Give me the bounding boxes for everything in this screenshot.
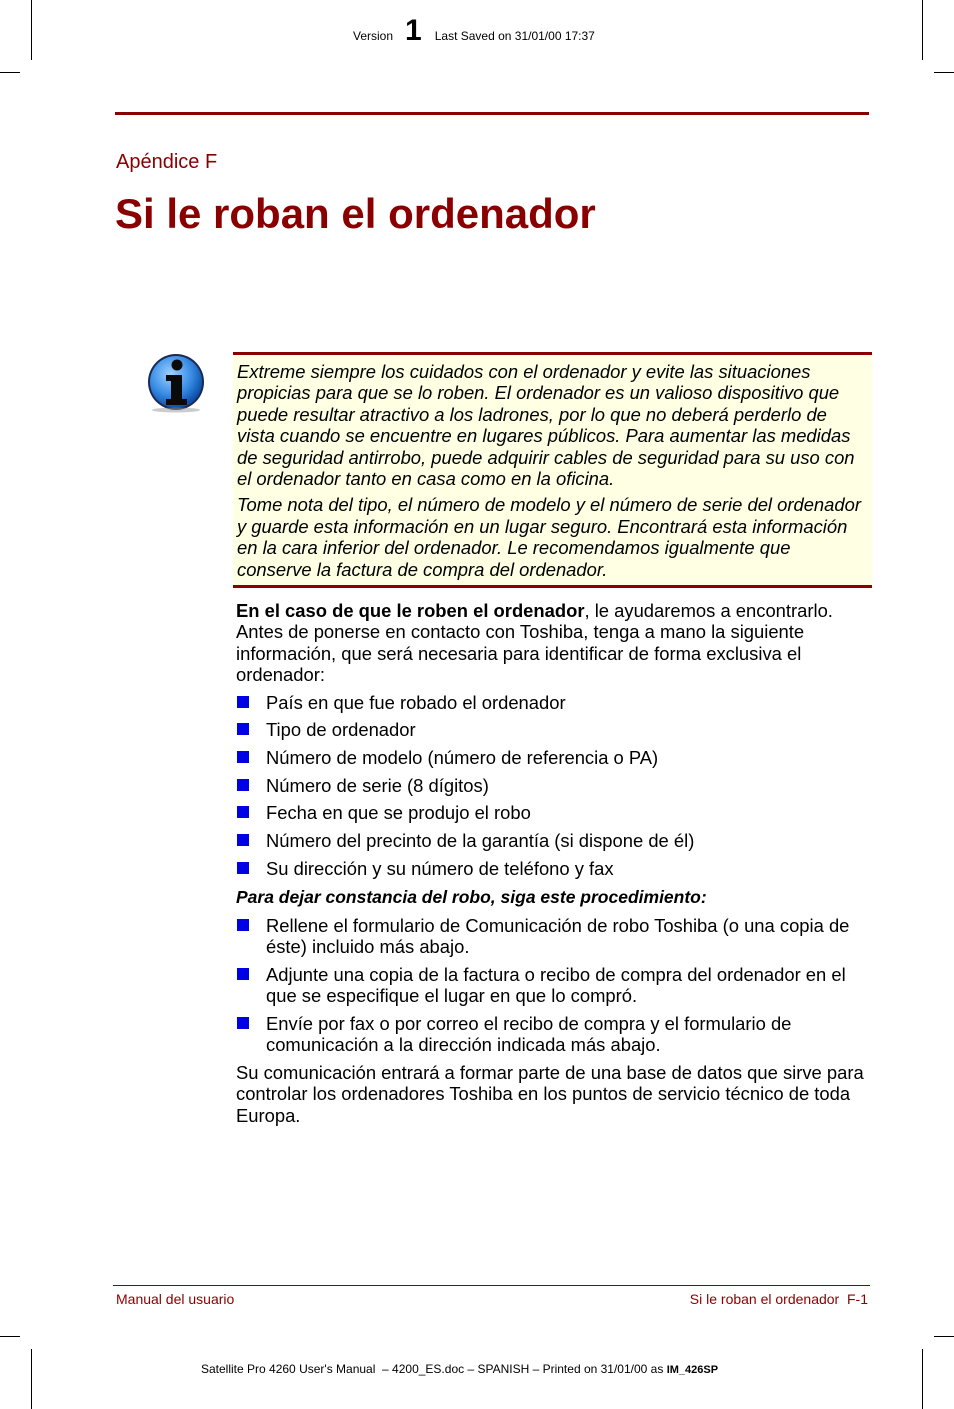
version-header [353,14,595,47]
square-bullet-icon [237,751,249,763]
info-list [236,692,866,880]
crop-mark [922,1349,923,1409]
note-paragraph: Tome nota del tipo, el número de modelo y el número de serie del ordenador y guarde esta información en un lugar seguro. Encontrará esta información en la cara inferior del ordenador. Le recomendamos igualmente que conserve la factura de compra del ordenador. [237,494,861,580]
version-number: 1 [405,14,422,47]
list-item: Número del precinto de la garantía (si dispone de él) [236,830,866,851]
list-item: País en que fue robado el ordenador [236,692,866,713]
square-bullet-icon [237,834,249,846]
crop-mark [0,72,20,73]
note-paragraph: Extreme siempre los cuidados con el ordenador y evite las situaciones propicias para que se lo roben. El ordenador es un valioso dispositivo que puede resultar atractivo a los ladrones, por lo que no deberá perderlo de vista cuando se encuentre en lugares públicos. Para aumentar las medidas de seguridad antirrobo, puede adquirir cables de seguridad para su uso con el ordenador tanto en casa como en la oficina. [237,361,855,490]
main-content [236,600,866,1132]
square-bullet-icon [237,862,249,874]
intro-paragraph [236,600,866,686]
list-item: Fecha en que se produjo el robo [236,802,866,823]
crop-mark [934,1336,954,1337]
list-item: Número de modelo (número de referencia o PA) [236,747,866,768]
last-saved: Last Saved on 31/01/00 17:37 [434,29,595,43]
list-item: Tipo de ordenador [236,719,866,740]
page-title: Si le roban el ordenador [115,190,596,237]
info-note [233,352,872,588]
crop-mark [0,1336,20,1337]
crop-mark [922,0,923,60]
print-info-text: Satellite Pro 4260 User's Manual – 4200_ES.doc – SPANISH – Printed on 31/01/00 as [201,1362,667,1376]
square-bullet-icon [237,723,249,735]
closing-paragraph: Su comunicación entrará a formar parte de una base de datos que sirve para controlar los ordenadores Toshiba en los puntos de servicio técnico de toda Europa. [236,1061,864,1126]
list-item: Número de serie (8 dígitos) [236,775,866,796]
list-item: Su dirección y su número de teléfono y fax [236,858,866,879]
procedure-heading: Para dejar constancia del robo, siga este procedimiento: [236,887,707,908]
square-bullet-icon [237,696,249,708]
square-bullet-icon [237,1017,249,1029]
info-icon [146,353,206,413]
appendix-label: Apéndice F [116,151,218,173]
square-bullet-icon [237,919,249,931]
crop-mark [31,0,32,60]
header-rule [115,112,869,115]
footer-rule [113,1285,870,1286]
list-item: Rellene el formulario de Comunicación de robo Toshiba (o una copia de éste) incluido más abajo. [236,915,866,958]
footer-manual-name: Manual del usuario [116,1291,235,1307]
list-item: Envíe por fax o por correo el recibo de compra y el formulario de comunicación a la dirección indicada más abajo. [236,1013,866,1056]
list-item: Adjunte una copia de la factura o recibo de compra del ordenador en el que se especifique el lugar en que lo compró. [236,964,866,1007]
crop-mark [31,1349,32,1409]
version-label: Version [353,29,394,43]
footer-page-ref: Si le roban el ordenador F-1 [689,1291,868,1307]
intro-lead: En el caso de que le roben el ordenador [236,600,585,621]
procedure-list [236,915,866,1056]
square-bullet-icon [237,968,249,980]
print-info [201,1362,718,1376]
square-bullet-icon [237,779,249,791]
square-bullet-icon [237,806,249,818]
crop-mark [934,72,954,73]
print-info-code: IM_426SP [666,1364,719,1376]
intro-text: , le ayudaremos a encontrarlo. Antes de ponerse en contacto con Toshiba, tenga a mano la siguiente información, que será necesaria para identificar de forma exclusiva el ordenador: [236,600,833,686]
